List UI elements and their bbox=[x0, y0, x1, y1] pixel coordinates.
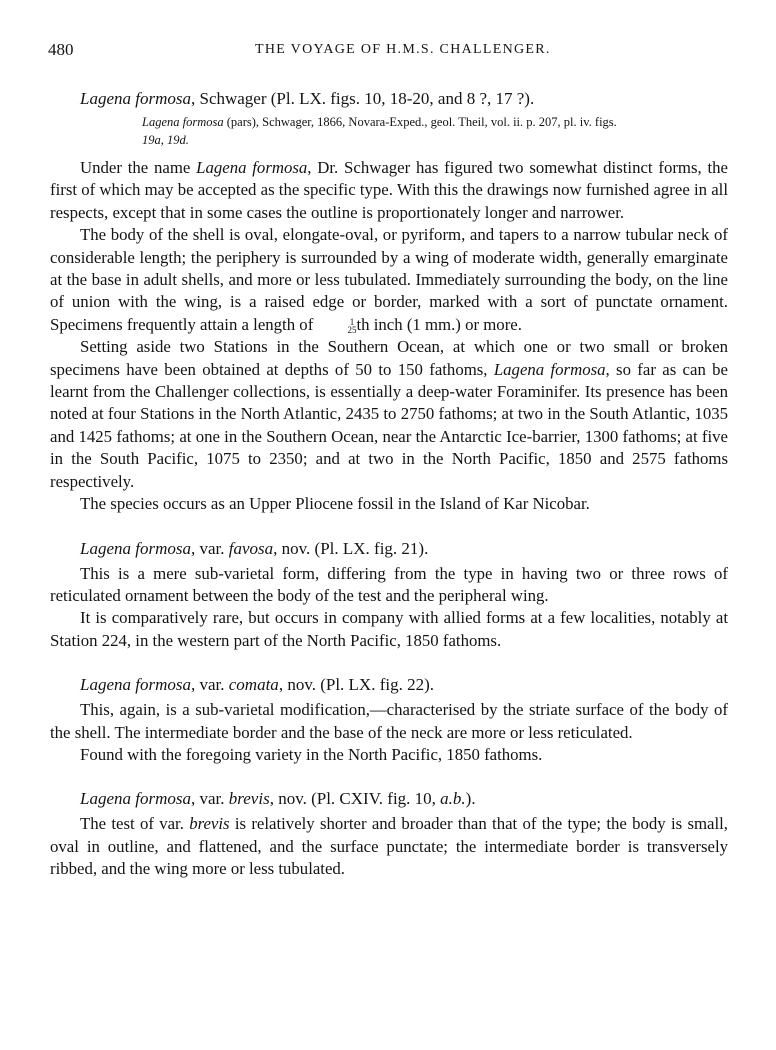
text-body bbox=[50, 88, 728, 881]
paragraph: The species occurs as an Upper Pliocene fossil in the Island of Kar Nicobar. bbox=[80, 494, 590, 514]
variety-heading-favosa: Lagena formosa, var. favosa, nov. (Pl. LX. fig. 21). bbox=[80, 538, 429, 558]
paragraph: This, again, is a sub-varietal modification,—characterised by the striate surface of the body of the shell. The intermediate border and the base of the neck are more or less reticulated. bbox=[50, 700, 728, 742]
paragraph: It is comparatively rare, but occurs in company with allied forms at a few localities, notably at Station 224, in the western part of the North Pacific, 1850 fathoms. bbox=[50, 608, 728, 650]
paragraph: This is a mere sub-varietal form, differing from the type in having two or three rows of reticulated ornament between the body of the test and the peripheral wing. bbox=[50, 563, 728, 605]
paragraph: Under the name Lagena formosa, Dr. Schwager has figured two somewhat distinct forms, the first of which may be accepted as the specific type. With this the drawings now furnished agree in all respects, except that in some cases the outline is proportionately longer and narrower. bbox=[50, 158, 728, 222]
page-number: 480 bbox=[48, 40, 74, 59]
species-heading: Lagena formosa, Schwager (Pl. LX. figs. 10, 18-20, and 8 ?, 17 ?). bbox=[80, 89, 535, 108]
variety-heading-brevis: Lagena formosa, var. brevis, nov. (Pl. CXIV. fig. 10, a.b.). bbox=[80, 789, 476, 809]
synonymy-reference: Lagena formosa (pars), Schwager, 1866, Novara-Exped., geol. Theil, vol. ii. p. 207, pl. iv. figs. 19a, 19d. bbox=[142, 115, 617, 147]
fraction: 1 25 bbox=[347, 316, 357, 335]
paragraph: The body of the shell is oval, elongate-oval, or pyriform, and tapers to a narrow tubular neck of considerable length; the periphery is surrounded by a wing of moderate width, generally emarginate at the base in adult shells, and more or less tubulated. Immediately surrounding the body, on the line of union with the wing, is a raised edge or border, marked with a sort of punctate ornament. Specimens frequently attain a length of 1 25 th inch (1 mm.) or more. bbox=[50, 225, 728, 335]
paragraph: Setting aside two Stations in the Southern Ocean, at which one or two small or broken specimens have been obtained at depths of 50 to 150 fathoms, Lagena formosa, so far as can be learnt from the Challenger collections, is essentially a deep-water Foraminifer. Its presence has been noted at four Stations in the North Atlantic, 2435 to 2750 fathoms; at two in the South Atlantic, 1035 and 1425 fathoms; at one in the Southern Ocean, near the Antarctic Ice-barrier, 1300 fathoms; at five in the South Pacific, 1075 to 2350; and at two in the North Pacific, 1850 and 2575 fathoms respectively. bbox=[50, 337, 729, 491]
paragraph: The test of var. brevis is relatively shorter and broader than that of the type; the body is small, oval in outline, and flattened, and the surface punctate; the intermediate border is transversely ribbed, and the wing more or less tubulated. bbox=[50, 814, 728, 879]
variety-heading-comata: Lagena formosa, var. comata, nov. (Pl. LX. fig. 22). bbox=[80, 675, 435, 695]
running-head bbox=[48, 40, 730, 64]
paragraph: Found with the foregoing variety in the North Pacific, 1850 fathoms. bbox=[80, 744, 543, 764]
running-title: THE VOYAGE OF H.M.S. CHALLENGER. bbox=[255, 42, 551, 57]
